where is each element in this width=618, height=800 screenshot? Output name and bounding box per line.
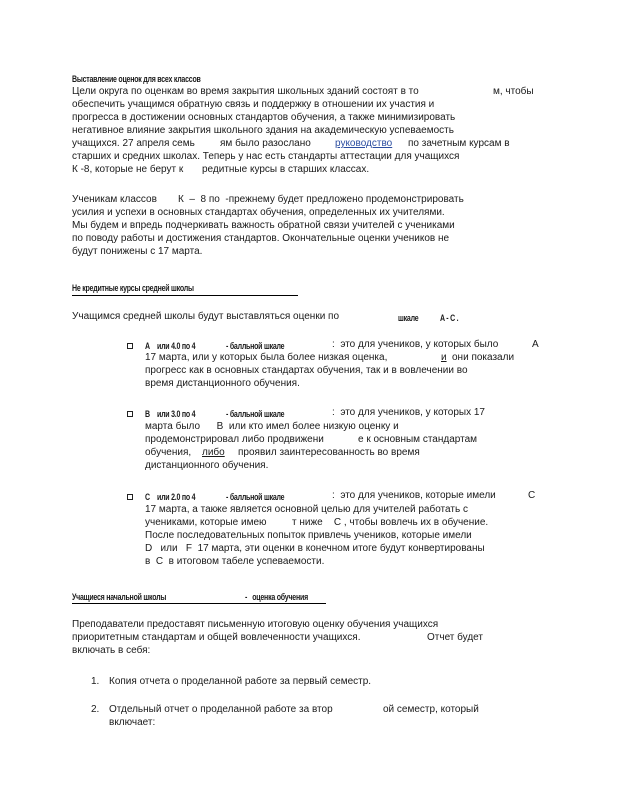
s1-p2-line4: по поводу работы и достижения стандартов. Окончательные оценки учеников не: [72, 233, 450, 244]
grade-c-scale: - балльной шкале: [226, 492, 285, 502]
s1-p2-line2: усилия и успехи в основных стандартах обучения, определенных их учителями.: [72, 207, 445, 218]
s1-line5c: по зачетным курсам в: [408, 138, 510, 149]
grade-b-points: или 3.0 по 4: [157, 409, 196, 419]
grade-a-text3: прогресс как в основных стандартах обучения, так и в вовлечении во: [145, 365, 468, 376]
list-number: 1.: [91, 676, 100, 687]
heading-rule: [72, 295, 298, 296]
grade-c-text6: в C в итоговом табеле успеваемости.: [145, 556, 325, 567]
grade-c-points: или 2.0 по 4: [157, 492, 196, 502]
grade-b-text3b: е к основным стандартам: [358, 434, 478, 445]
grade-b-scale: - балльной шкале: [226, 409, 285, 419]
grade-c-text3a: учениками, которые имею: [145, 517, 267, 528]
grade-c-letter: C: [145, 492, 150, 502]
list-text: Копия отчета о проделанной работе за первый семестр.: [109, 676, 372, 687]
list-text-a: Отдельный отчет о проделанной работе за втор: [109, 704, 333, 715]
s3-line3: включать в себя:: [72, 645, 151, 656]
s1-line7b: редитные курсы в старших классах.: [202, 164, 370, 175]
s1-line3: прогресса в достижении основных стандартов обучения, а также минимизировать: [72, 112, 456, 123]
grade-c-text3b: т ниже C , чтобы вовлечь их в обучение.: [292, 517, 489, 528]
grade-c-text1b: C: [528, 490, 536, 501]
checkbox-bullet-icon: [127, 343, 133, 349]
grade-b-text3a: продемонстрировал либо продвижени: [145, 434, 324, 445]
s1-line7a: К -8, которые не берут к: [72, 164, 184, 175]
s3-line2a: приоритетным стандартам и общей вовлеченности учащихся.: [72, 632, 361, 643]
s1-line4: негативное влияние закрытия школьного здания на академическую успеваемость: [72, 125, 454, 136]
grade-a-text1b: A: [532, 339, 539, 350]
grade-a-text1a: : это для учеников, у которых было: [332, 339, 499, 350]
s1-line6: старших и средних школах. Теперь у нас есть стандарты аттестации для учащихся: [72, 151, 460, 162]
list-text-b: ой семестр, который: [383, 704, 479, 715]
s2-intro-b: шкале: [398, 313, 419, 323]
s1-line1b: м, чтобы: [493, 86, 534, 97]
heading-noncredit: Не кредитные курсы средней школы: [72, 283, 194, 293]
s1-line2: обеспечить учащимся обратную связь и поддержку в отношении их участия и: [72, 99, 435, 110]
s3-line1: Преподаватели предоставят письменную итоговую оценку обучения учащихся: [72, 619, 439, 630]
checkbox-bullet-icon: [127, 411, 133, 417]
grade-a-text4: время дистанционного обучения.: [145, 378, 300, 389]
grade-b-letter: B: [145, 409, 150, 419]
guide-link[interactable]: руководство: [335, 138, 393, 149]
grade-a-letter: A: [145, 341, 150, 351]
s1-p2-line3: Мы будем и впредь подчеркивать важность обратной связи учителей с учениками: [72, 220, 455, 231]
s1-p2-line5: будут понижены с 17 марта.: [72, 246, 203, 257]
grade-c-text2: 17 марта, а также является основной целью для учителей работать с: [145, 504, 468, 515]
heading-elementary-a: Учащиеся начальной школы: [72, 592, 167, 602]
grade-b-text4b: либо: [202, 447, 225, 458]
grade-b-text1: : это для учеников, у которых 17: [332, 407, 485, 418]
grade-b-text2: марта было B или кто имел более низкую оценку и: [145, 421, 399, 432]
s2-intro-c: A - C .: [440, 313, 459, 323]
s1-line5a: учащихся. 27 апреля семь: [72, 138, 195, 149]
s1-line5b: ям было разослано: [220, 138, 311, 149]
grade-a-scale: - балльной шкале: [226, 341, 285, 351]
grade-a-text2b: и: [441, 352, 447, 363]
heading-rule: [72, 603, 326, 604]
s1-p2-line1a: Ученикам классов: [72, 194, 157, 205]
s3-line2b: Отчет будет: [427, 632, 483, 643]
checkbox-bullet-icon: [127, 494, 133, 500]
grade-a-text2c: они показали: [452, 352, 515, 363]
grade-a-text2a: 17 марта, или у которых была более низкая оценка,: [145, 352, 388, 363]
s1-p2-line1b: К – 8 по -прежнему будет предложено продемонстрировать: [178, 194, 464, 205]
heading-elementary-b: - оценка обучения: [245, 592, 308, 602]
grade-c-text4: После последовательных попыток привлечь учеников, которые имели: [145, 530, 472, 541]
s2-intro-a: Учащимся средней школы будут выставляться оценки по: [72, 311, 340, 322]
grade-b-text4a: обучения,: [145, 447, 192, 458]
grade-c-text5: D или F 17 марта, эти оценки в конечном итоге будут конвертированы: [145, 543, 485, 554]
s1-line1a: Цели округа по оценкам во время закрытия школьных зданий состоят в то: [72, 86, 419, 97]
list-number: 2.: [91, 704, 100, 715]
grade-c-text1a: : это для учеников, которые имели: [332, 490, 496, 501]
list-text-c: включает:: [109, 717, 156, 728]
grade-a-points: или 4.0 по 4: [157, 341, 196, 351]
grade-b-text5: дистанционного обучения.: [145, 460, 269, 471]
heading-grading-all: Выставление оценок для всех классов: [72, 74, 201, 84]
grade-b-text4c: проявил заинтересованность во время: [238, 447, 420, 458]
